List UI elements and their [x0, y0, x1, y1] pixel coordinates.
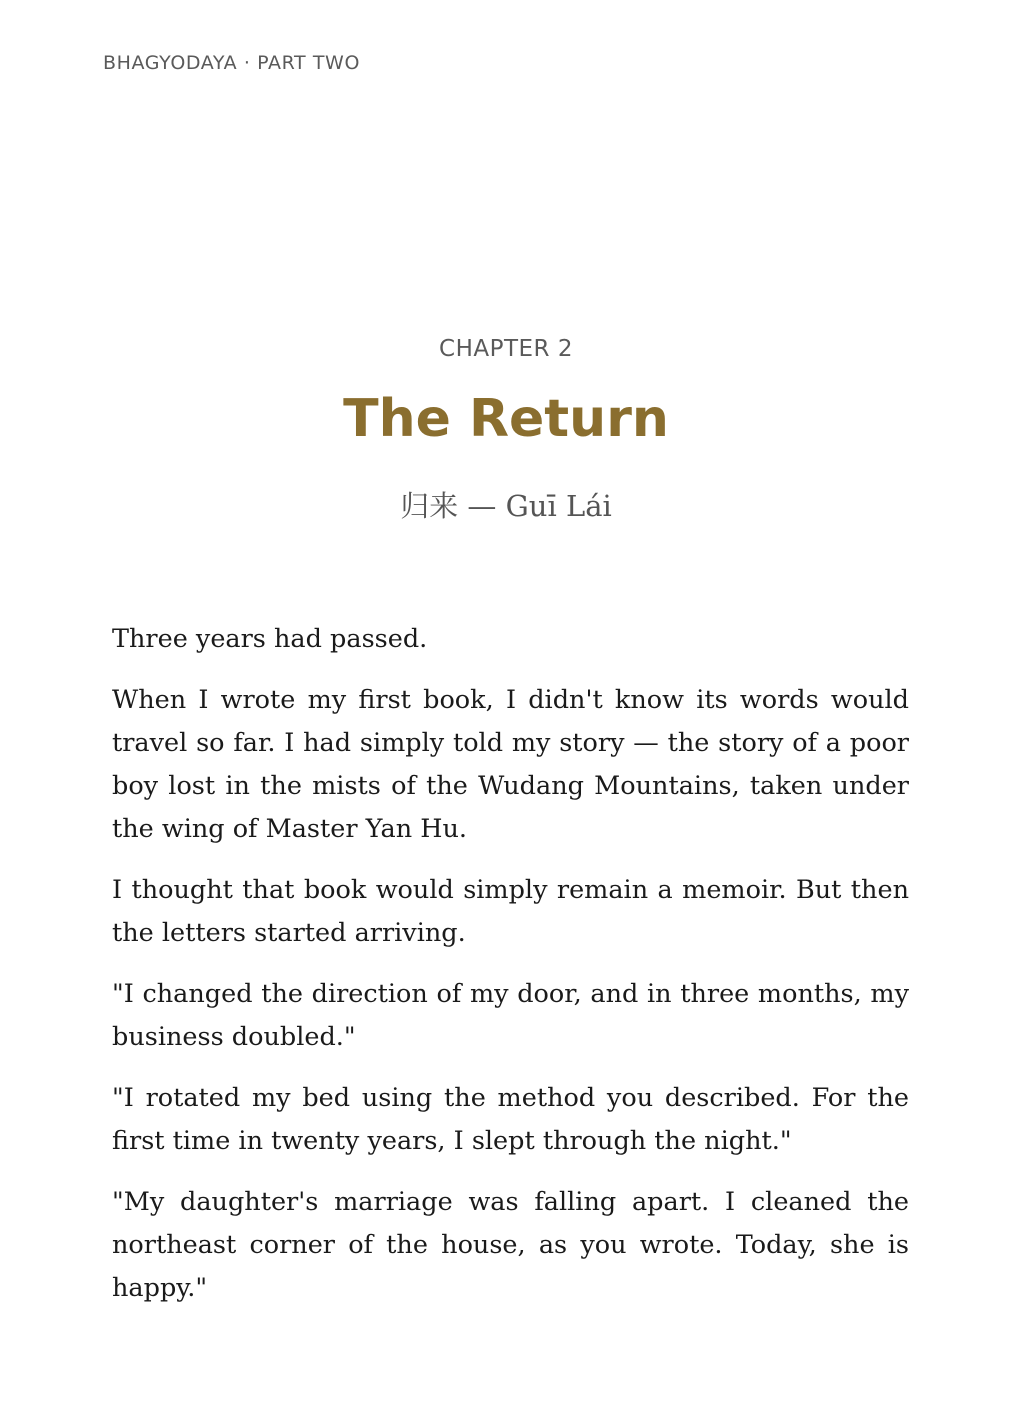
- chapter-label: CHAPTER 2: [439, 336, 573, 362]
- paragraph: Three years had passed.: [112, 624, 428, 654]
- paragraph: I thought that book would simply remain a memoir. But then the letters started arriving.: [112, 874, 909, 948]
- paragraph: When I wrote my first book, I didn't know its words would travel so far. I had simply told my story — the story of a poor boy lost in the mists of the Wudang Mountains, taken under the wing of Master Yan Hu.: [112, 685, 909, 844]
- paragraph: "My daughter's marriage was falling apart. I cleaned the northeast corner of the house, as you wrote. Today, she is happy.": [112, 1187, 909, 1303]
- paragraph: "I rotated my bed using the method you described. For the first time in twenty years, I slept through the night.": [112, 1083, 909, 1156]
- chapter-subtitle: 归来 — Guī Lái: [400, 489, 612, 523]
- chapter-body: [112, 618, 909, 1328]
- paragraph: "I changed the direction of my door, and in three months, my business doubled.": [112, 979, 909, 1052]
- running-header: BHAGYODAYA · PART TWO: [103, 52, 361, 74]
- chapter-title: The Return: [343, 389, 669, 449]
